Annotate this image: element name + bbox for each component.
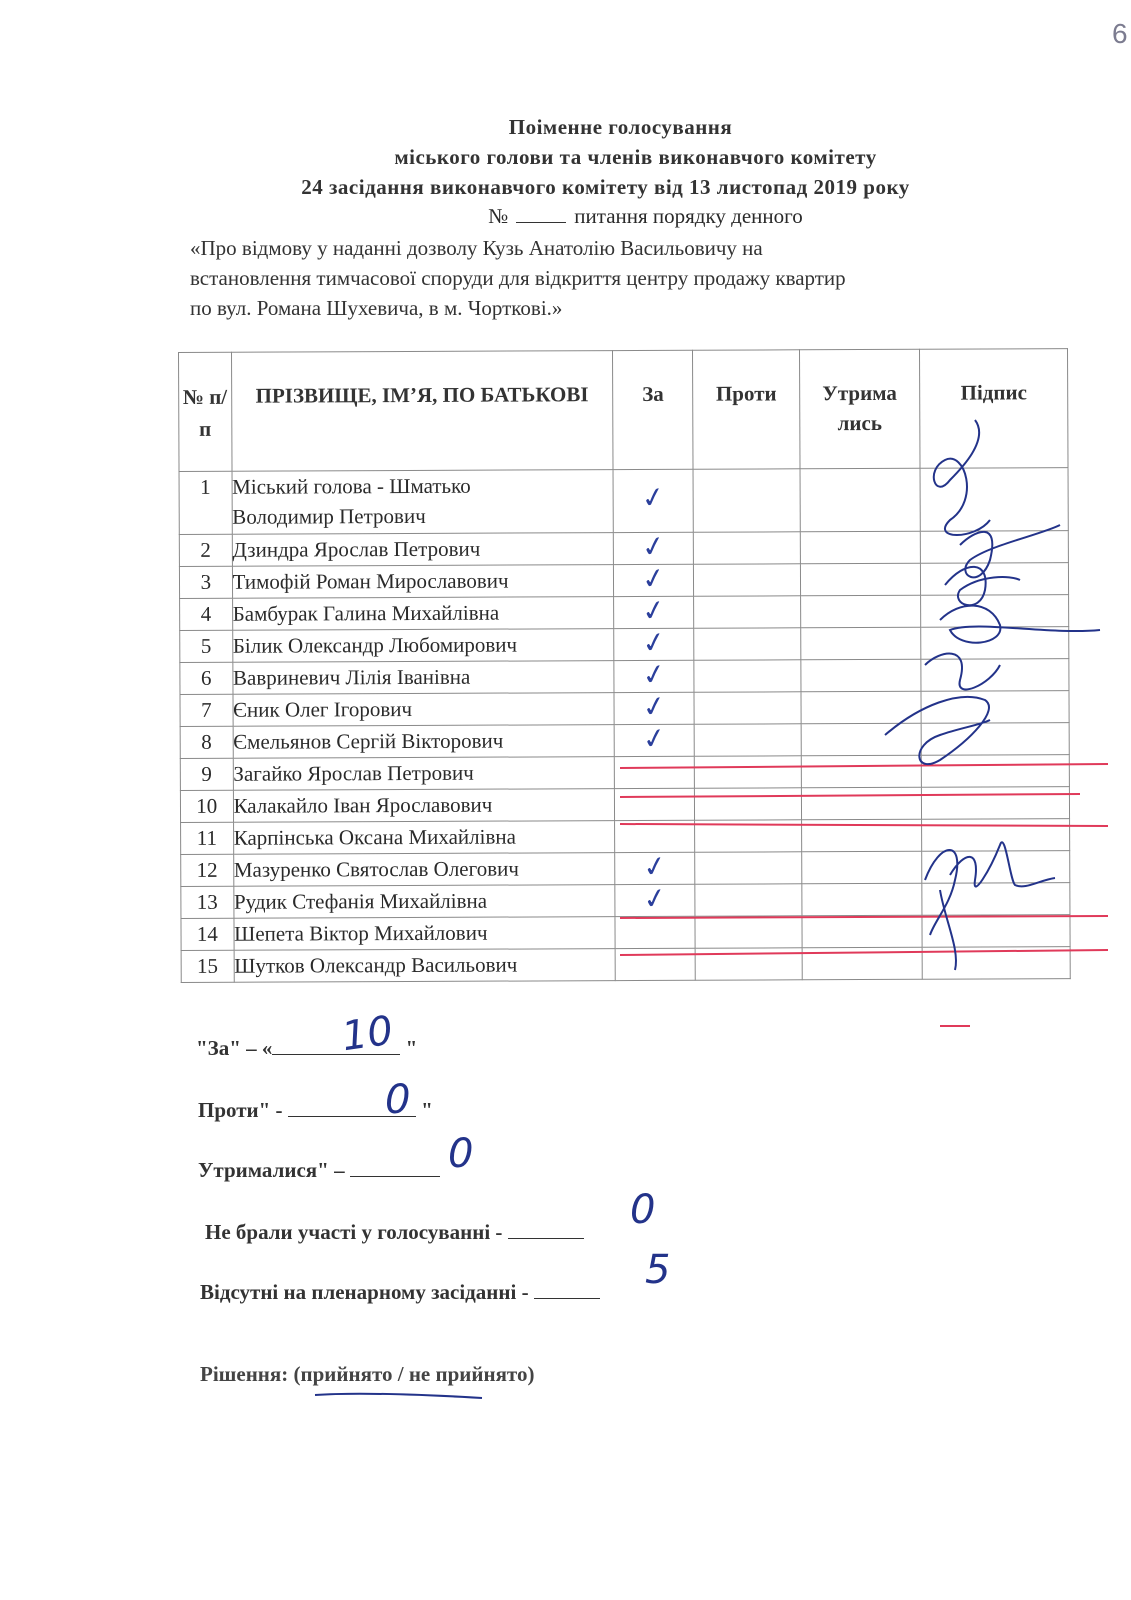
row-number: 3 [179,566,232,598]
member-name-line: Вавриневич Лілія Іванівна [232,664,471,690]
checkmark-icon: ✓ [640,880,670,917]
member-name-line: Рудик Стефанія Михайлівна [233,888,488,914]
title-line-3: 24 засідання виконавчого комітету від 13 листопад 2019 року [301,175,910,199]
member-name-line: Карпінська Оксана Михайлівна [233,824,516,850]
row-number: 8 [180,726,233,758]
header-signature: Підпис [920,349,1068,469]
row-number: 6 [180,662,233,694]
page-number: 6 [1112,18,1128,49]
checkmark-icon: ✓ [639,560,669,597]
row-number: 1 [179,471,232,534]
member-name-line: Загайко Ярослав Петрович [233,760,474,786]
member-name-line: Шепета Віктор Михайлович [234,920,488,946]
summary-for-value: 10 [339,1007,396,1061]
title-line-1: Поіменне голосування [508,115,733,139]
row-number: 15 [181,950,234,982]
checkmark-icon: ✓ [638,479,668,516]
header-name: ПРІЗВИЩЕ, ІМ’Я, ПО БАТЬКОВІ [231,351,613,472]
decision-label: Рішення: [200,1362,289,1386]
summary-abstained-value: 0 [448,1131,474,1177]
checkmark-icon: ✓ [639,720,669,757]
member-name-line: Дзиндра Ярослав Петрович [232,536,481,562]
title-line-2: міського голови та членів виконавчого комітету [394,145,877,169]
summary-for: "За" – « " [196,1032,417,1061]
decision-line [200,1362,534,1387]
member-name-line: Мазуренко Святослав Олегович [233,856,519,882]
summary-not-voted-value: 0 [630,1187,656,1233]
agenda-number-sign: № [488,204,509,228]
member-name-line: Ємельянов Сергій Вікторович [233,728,504,754]
header-abstained: Утрима лись [799,349,920,469]
row-number: 9 [180,758,233,790]
member-name-line: Єник Олег Ігорович [233,696,413,722]
row-number: 4 [180,598,233,630]
summary-absent: Відсутні на пленарному засіданні - [200,1276,600,1305]
summary-abstained: Утрималися" – [198,1154,440,1183]
checkmark-icon: ✓ [639,592,669,629]
row-number: 12 [181,854,234,886]
checkmark-icon: ✓ [639,528,669,565]
member-name-line: Білик Олександр Любомирович [232,632,518,658]
row-number: 13 [181,886,234,918]
agenda-item-text: питання порядку денного [574,204,803,228]
member-name-line: Міський голова - Шматько [232,473,471,499]
row-number: 14 [181,918,234,950]
member-name-line: Калакайло Іван Ярославович [233,792,493,818]
header-number: № п/ п [179,352,232,471]
subject-line-3: по вул. Романа Шухевича, в м. Чорткові.» [190,296,563,320]
summary-against-value: 0 [385,1077,411,1123]
member-name-line: Тимофій Роман Мирославович [232,568,509,594]
summary-not-voted: Не брали участі у голосуванні - [205,1216,584,1245]
checkmark-icon: ✓ [639,624,669,661]
decision-options: (прийнято / не прийнято) [293,1362,535,1386]
checkmark-icon: ✓ [639,688,669,725]
row-number: 7 [180,694,233,726]
member-name-line: Бамбурак Галина Михайлівна [232,600,500,626]
subject-line-2: встановлення тимчасової споруди для відкриття центру продажу квартир [190,266,846,290]
checkmark-icon: ✓ [639,656,669,693]
summary-against: Проти" - " [198,1094,433,1123]
header-against: Проти [693,350,800,469]
row-number: 2 [179,534,232,566]
row-number: 5 [180,630,233,662]
row-number: 10 [180,790,233,822]
subject-line-1: «Про відмову у наданні дозволу Кузь Анатолію Васильовичу на [190,236,763,260]
header-for: За [613,350,694,469]
checkmark-icon: ✓ [640,848,670,885]
member-name-line: Володимир Петрович [232,503,426,529]
member-name-line: Шутков Олександр Васильович [234,952,518,978]
summary-absent-value: 5 [645,1247,671,1293]
row-number: 11 [181,822,234,854]
